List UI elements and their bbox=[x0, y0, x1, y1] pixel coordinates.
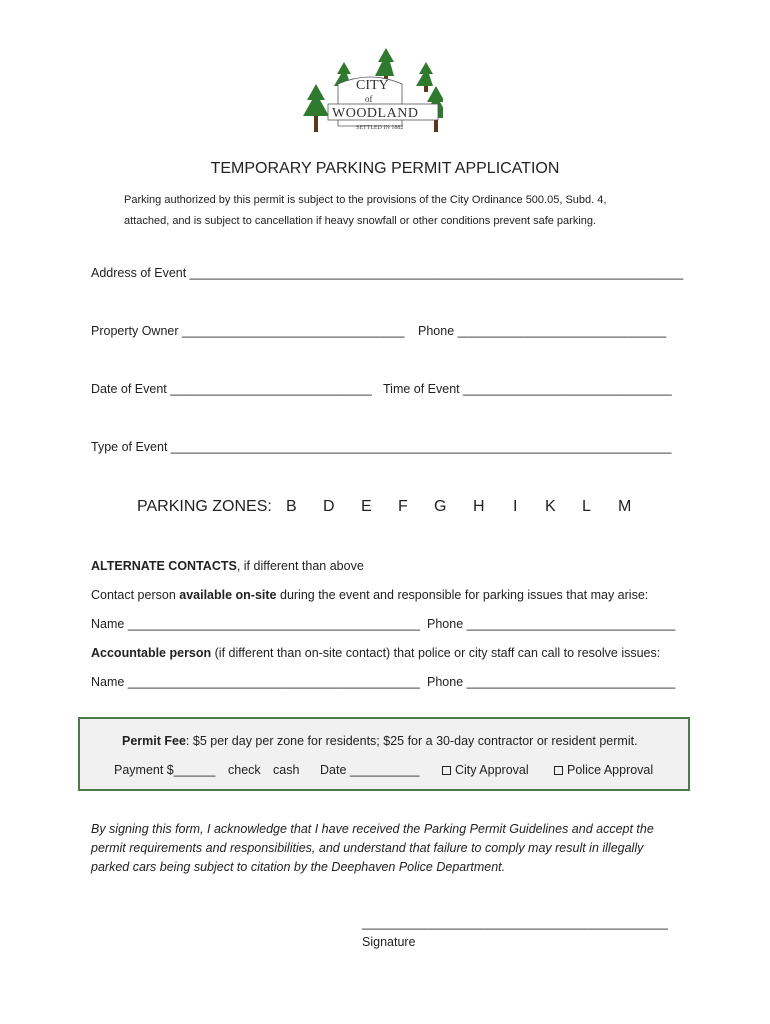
zone-option[interactable]: D bbox=[323, 498, 335, 515]
acknowledgement-line-2: permit requirements and responsibilities, and understand that failure to comply may result in illegally bbox=[91, 841, 644, 855]
city-approval-checkbox-icon[interactable] bbox=[442, 766, 451, 775]
contact-person-pre: Contact person bbox=[91, 588, 180, 602]
onsite-name-field[interactable]: Name __________________________________________ bbox=[91, 617, 420, 631]
form-title: TEMPORARY PARKING PERMIT APPLICATION bbox=[210, 160, 560, 177]
parking-zones-row bbox=[0, 498, 770, 520]
accountable-person-text bbox=[91, 646, 660, 660]
police-approval-label: Police Approval bbox=[567, 763, 654, 777]
intro-paragraph bbox=[124, 190, 684, 232]
onsite-phone-field[interactable]: Phone ______________________________ bbox=[427, 617, 676, 631]
zone-option[interactable]: B bbox=[286, 498, 297, 515]
accountable-person-bold: Accountable person bbox=[91, 646, 212, 660]
check-option[interactable]: check bbox=[228, 763, 261, 777]
contact-person-text bbox=[91, 588, 648, 602]
logo-city-text: CITY bbox=[356, 78, 389, 93]
acknowledgement-paragraph bbox=[91, 820, 681, 877]
zone-option[interactable]: I bbox=[513, 498, 518, 515]
police-approval-option[interactable] bbox=[554, 763, 653, 777]
intro-line-1: Parking authorized by this permit is subject to the provisions of the City Ordinance 500.05, Subd. 4, bbox=[124, 194, 607, 206]
city-logo bbox=[298, 44, 443, 140]
acknowledgement-line-1: By signing this form, I acknowledge that I have received the Parking Permit Guidelines and accept the bbox=[91, 822, 654, 836]
accountable-name-field[interactable]: Name __________________________________________ bbox=[91, 675, 420, 689]
zone-option[interactable]: K bbox=[545, 498, 556, 515]
parking-zones-label: PARKING ZONES: bbox=[137, 498, 272, 515]
intro-line-2: attached, and is subject to cancellation if heavy snowfall or other conditions prevent safe parking. bbox=[124, 215, 597, 227]
logo-of-text: of bbox=[365, 94, 373, 104]
property-owner-field[interactable]: Property Owner ________________________________ bbox=[91, 324, 405, 338]
accountable-phone-field[interactable]: Phone ______________________________ bbox=[427, 675, 676, 689]
logo-woodland-text: WOODLAND bbox=[332, 106, 419, 121]
date-of-event-field[interactable]: Date of Event _____________________________ bbox=[91, 382, 372, 396]
zone-option[interactable]: G bbox=[434, 498, 447, 515]
police-approval-checkbox-icon[interactable] bbox=[554, 766, 563, 775]
zone-option[interactable]: H bbox=[473, 498, 485, 515]
permit-fee-description: : $5 per day per zone for residents; $25 for a 30-day contractor or resident permit. bbox=[185, 734, 638, 748]
accountable-person-rest: (if different than on-site contact) that police or city staff can call to resolve issues: bbox=[211, 646, 661, 660]
alternate-contacts-bold: ALTERNATE CONTACTS bbox=[91, 559, 237, 573]
logo-settled-text: SETTLED IN 1882 bbox=[356, 125, 404, 131]
time-of-event-field[interactable]: Time of Event ______________________________ bbox=[383, 382, 672, 396]
type-of-event-field[interactable]: Type of Event ________________________________________________________________________ bbox=[91, 440, 672, 454]
zone-option[interactable]: L bbox=[582, 498, 591, 515]
permit-fee-box bbox=[78, 717, 690, 791]
alternate-contacts-heading bbox=[91, 559, 364, 573]
fee-date-field[interactable]: Date __________ bbox=[320, 763, 420, 777]
phone-field[interactable]: Phone ______________________________ bbox=[418, 324, 667, 338]
alternate-contacts-rest: , if different than above bbox=[236, 559, 364, 573]
cash-option[interactable]: cash bbox=[273, 763, 300, 777]
city-approval-label: City Approval bbox=[455, 763, 529, 777]
payment-amount-field[interactable]: Payment $______ bbox=[114, 763, 216, 777]
address-of-event-field[interactable]: Address of Event _______________________________________________________________________ bbox=[91, 266, 684, 280]
contact-person-bold: available on-site bbox=[179, 588, 277, 602]
city-approval-option[interactable] bbox=[442, 763, 529, 777]
permit-fee-text bbox=[122, 734, 638, 748]
contact-person-post: during the event and responsible for parking issues that may arise: bbox=[276, 588, 649, 602]
zone-option[interactable]: F bbox=[398, 498, 408, 515]
acknowledgement-line-3: parked cars being subject to citation by the Deephaven Police Department. bbox=[91, 860, 506, 874]
signature-line[interactable]: ____________________________________________ bbox=[362, 916, 668, 930]
signature-label: Signature bbox=[362, 935, 416, 949]
zone-option[interactable]: E bbox=[361, 498, 372, 515]
zone-option[interactable]: M bbox=[618, 498, 632, 515]
permit-fee-label: Permit Fee bbox=[122, 734, 186, 748]
